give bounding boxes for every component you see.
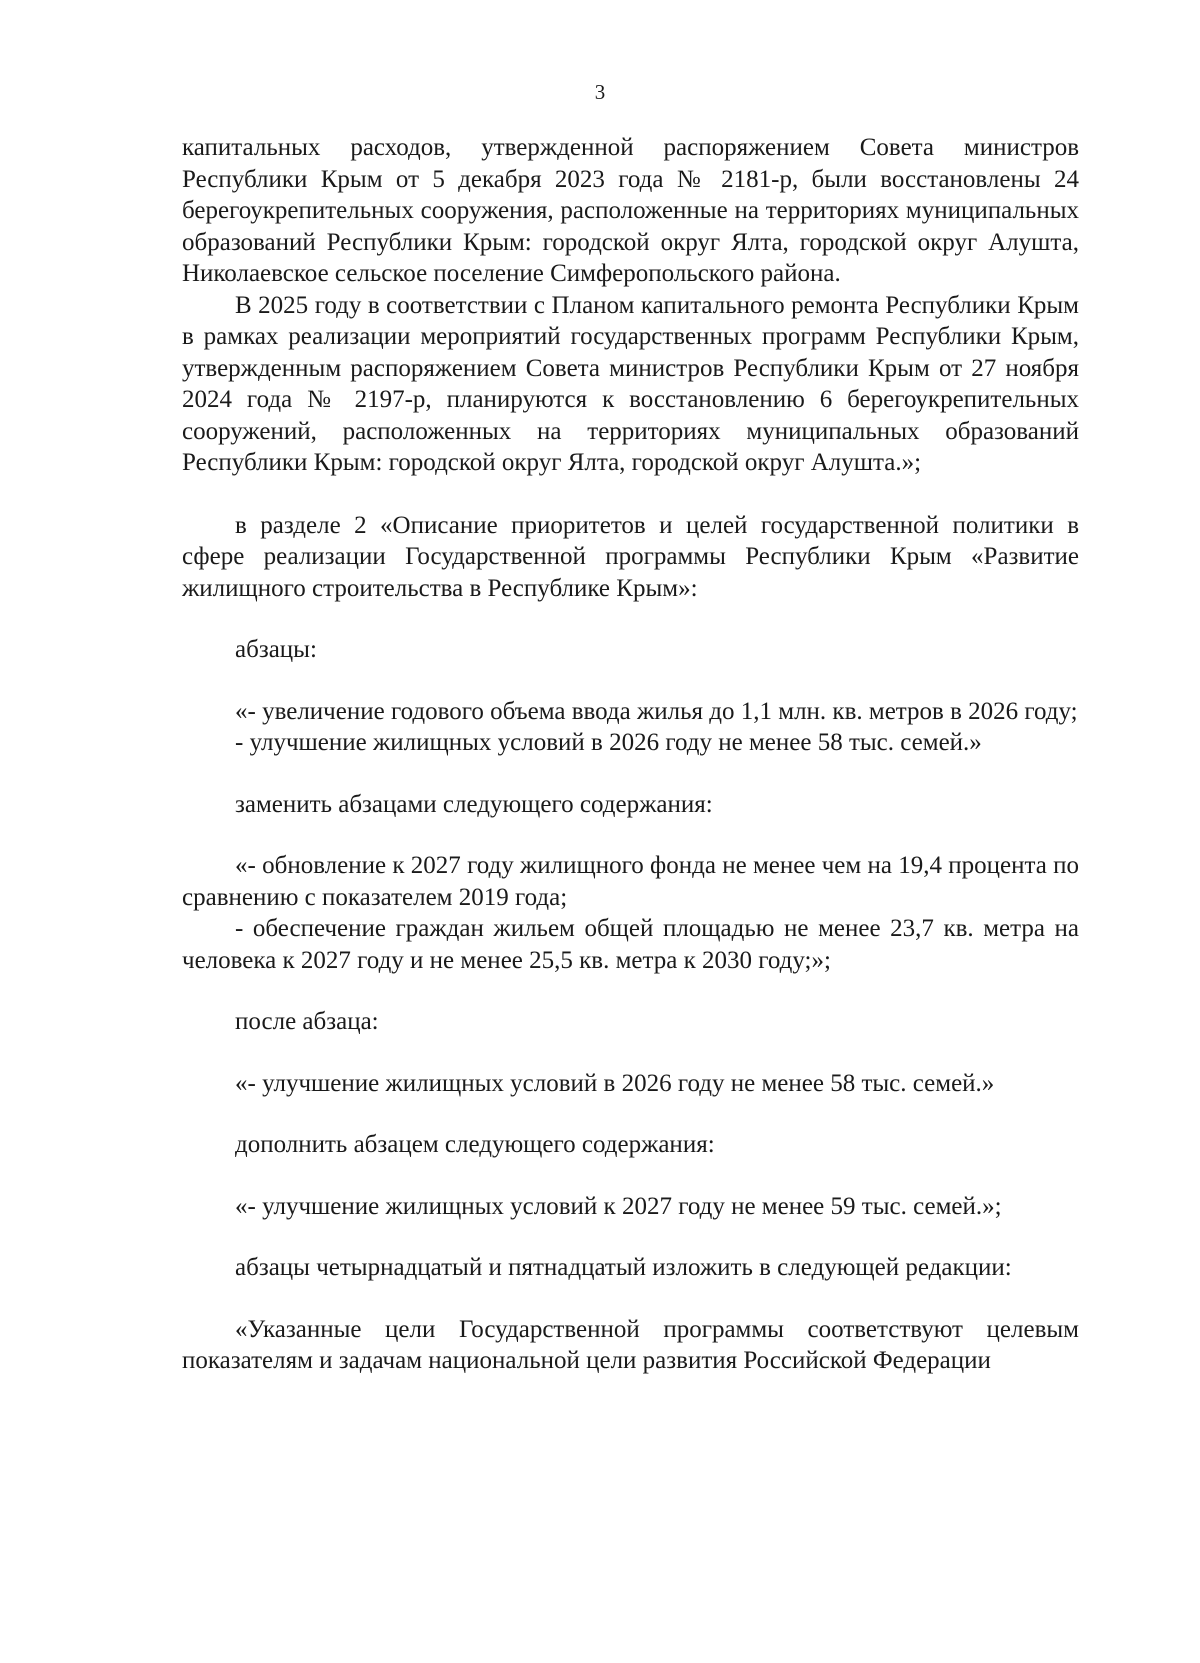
document-body	[182, 132, 1079, 1377]
paragraph-housing-area: - обеспечение граждан жильем общей площадью не менее 23,7 кв. метра на человека к 2027 году и не менее 25,5 кв. метра к 2030 году;»;	[182, 915, 1079, 974]
paragraph-quote-2026: «- улучшение жилищных условий в 2026 году не менее 58 тыс. семей.»	[235, 1069, 995, 1097]
paragraph-after-abzac: после абзаца:	[235, 1008, 379, 1035]
page-number: 3	[594, 80, 606, 104]
paragraph-housing-renewal: «- обновление к 2027 году жилищного фонда не менее чем на 19,4 процента по сравнению с показателем 2019 года;	[182, 852, 1079, 911]
paragraph-abzacy: абзацы:	[235, 636, 317, 663]
paragraph-section-2: в разделе 2 «Описание приоритетов и целей государственной политики в сфере реализации Государственной программы Республики Крым «Развитие жилищного строительства в Республике Крым»:	[182, 511, 1079, 602]
paragraph-quote-2027: «- улучшение жилищных условий к 2027 году не менее 59 тыс. семей.»;	[235, 1192, 1002, 1220]
paragraph-capital-expenses: капитальных расходов, утвержденной распоряжением Совета министров Республики Крым от 5 декабря 2023 года № 2181-р, были восстановлены 24 берегоукрепительных сооружения, расположенные на территориях муниципальных образований Республики Крым: городской округ Ялта, городской округ Алушта, Николаевское сельское поселение Симферопольского района.	[182, 134, 1079, 287]
paragraph-goals-correspond: «Указанные цели Государственной программы соответствуют целевым показателям и задачам национальной цели развития Российской Федерации	[182, 1315, 1079, 1374]
paragraph-supplement-with: дополнить абзацем следующего содержания:	[235, 1131, 715, 1158]
paragraph-2025-plan: В 2025 году в соответствии с Планом капитального ремонта Республики Крым в рамках реализации мероприятий государственных программ Республики Крым, утвержденным распоряжением Совета министров Республики Крым от 27 ноября 2024 года № 2197-р, планируются к восстановлению 6 берегоукрепительных сооружений, расположенных на территориях муниципальных образований Республики Крым: городской округ Ялта, городской округ Алушта.»;	[182, 291, 1079, 476]
paragraph-replace-with: заменить абзацами следующего содержания:	[235, 790, 713, 818]
paragraph-fourteenth-fifteenth: абзацы четырнадцатый и пятнадцатый изложить в следующей редакции:	[235, 1254, 1012, 1281]
paragraph-housing-volume: «- увеличение годового объема ввода жилья до 1,1 млн. кв. метров в 2026 году;	[235, 697, 1078, 725]
paragraph-living-conditions-2026: - улучшение жилищных условий в 2026 году не менее 58 тыс. семей.»	[235, 729, 982, 756]
